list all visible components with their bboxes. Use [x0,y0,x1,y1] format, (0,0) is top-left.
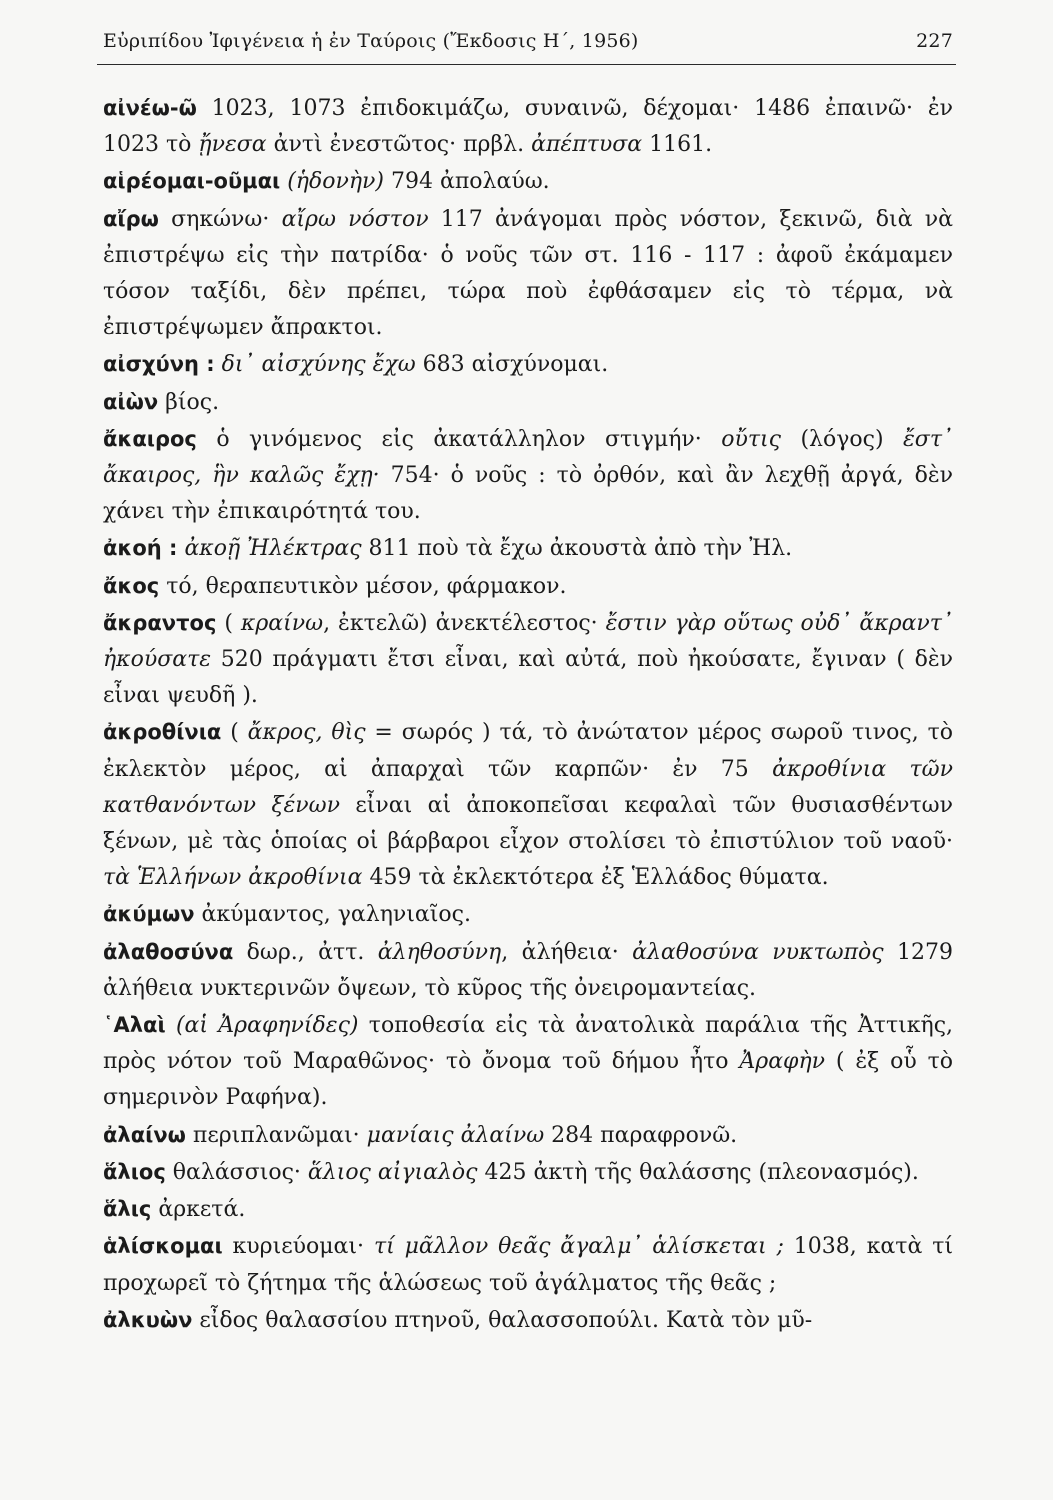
glossary-entry [103,1191,953,1228]
entry-text: ( [221,720,248,746]
entry-text: 1279 ἀλήθεια νυκτερινῶν ὄψεων, τὸ κῦρος τῆς ὀνειρομαντείας. [103,939,954,1001]
entry-lemma: αἰσχύνη : [103,352,215,377]
entry-quote-text: δι᾿ αἰσχύνης ἔχω [221,352,416,378]
page-number: 227 [916,30,953,52]
entry-lemma: ἄκος [103,573,160,598]
entry-lemma: ἄκαιρος [103,426,197,451]
entry-quote-text: ᾔνεσα [198,132,267,158]
entry-quote-text: (αἱ Ἀραφηνίδες) [175,1013,359,1039]
entry-lemma: ἀκοή : [103,536,178,561]
entry-text: 520 πράγματι ἔτσι εἶναι, καὶ αὐτά, ποὺ ἠκούσατε, ἔγιναν ( δὲν εἶναι ψευδῆ ). [103,647,953,709]
glossary-entry [103,896,953,933]
entry-text: ἀρκετά. [151,1197,246,1223]
entry-text: 1023, 1073 ἐπιδοκιμάζω, συναινῶ, δέχομαι· 1486 ἐπαινῶ· ἐν 1023 τὸ [103,96,953,158]
glossary-entry [103,1117,953,1154]
glossary-entries [103,90,953,1339]
entry-text: τό, θεραπευτικὸν μέσον, φάρμακον. [159,573,567,599]
entry-lemma: ἁλίσκομαι [103,1234,223,1259]
glossary-entry [103,1154,953,1191]
entry-lemma: ἀλκυὼν [103,1307,193,1332]
entry-lemma: αἰὼν [103,389,159,414]
glossary-entry [103,163,953,200]
entry-text: , ἐκτελῶ) ἀνεκτέλεστος· [323,610,606,636]
entry-text: 1161. [642,132,713,158]
glossary-entry [103,605,953,715]
entry-text: 794 ἀπολαύω. [383,169,550,195]
entry-text: 425 ἀκτὴ τῆς θαλάσσης (πλεονασμός). [477,1159,919,1185]
glossary-entry [103,1228,953,1301]
entry-text: ἀκύμαντος, γαληνιαῖος. [194,902,471,928]
entry-text: 683 αἰσχύνομαι. [415,352,609,378]
entry-text: = σωρός ) τά, τὸ ἀνώτατον μέρος σωροῦ τινος, τὸ ἐκλεκτὸν μέρος, αἱ ἀπαρχαὶ τῶν καρπῶν· ἐν 75 [103,720,953,782]
glossary-entry [103,421,953,531]
entry-lemma: ἅλιος [103,1159,166,1184]
entry-text: 811 ποὺ τὰ ἔχω ἀκουστὰ ἀπὸ τὴν Ἠλ. [361,536,793,562]
entry-quote-text: (ἡδονὴν) [287,169,384,195]
entry-text: (λόγος) [780,426,903,452]
entry-text: περιπλανῶμαι· [185,1122,367,1148]
glossary-entry [103,346,953,383]
entry-lemma: ἀλαίνω [103,1122,186,1147]
entry-text: 754· ὁ νοῦς : τὸ ὀρθόν, καὶ ἂν λεχθῇ ἀργά, δὲν χάνει τὴν ἐπικαιρότητά του. [103,463,953,525]
entry-quote-text: τὰ Ἑλλήνων ἀκροθίνια [103,865,363,891]
entry-quote-text: ἀκροθίνια τῶν κατθανόντων ξένων [103,756,953,818]
glossary-entry [103,90,953,163]
entry-lemma: ἄκραντος [103,610,217,635]
entry-lemma: αἱρέομαι-οῦμαι [103,169,281,194]
entry-quote-text: μανίαις ἀλαίνω [366,1122,545,1148]
entry-text: κυριεύομαι· [222,1234,374,1260]
running-header [103,30,953,52]
entry-lemma: ῾Αλαὶ [103,1013,166,1038]
entry-text: θαλάσσιος· [165,1159,308,1185]
entry-text: εἶδος θαλασσίου πτηνοῦ, θαλασσοπούλι. Κατὰ τὸν μῦ- [192,1307,813,1333]
entry-text: , ἀλήθεια· [501,939,633,965]
entry-text: ἀντὶ ἐνεστῶτος· πρβλ. [266,132,532,158]
entry-quote-text: ἀπέπτυσα [531,132,643,158]
entry-text: βίος. [158,389,220,415]
entry-quote-text: ἅλιος αἰγιαλὸς [307,1159,478,1185]
entry-text: ( [216,610,241,636]
glossary-entry [103,201,953,347]
entry-quote-text: ἀληθοσύνη [377,939,502,965]
glossary-entry [103,568,953,605]
entry-quote-text: κραίνω [240,610,324,636]
entry-quote-text: αἴρω νόστον [281,206,429,232]
entry-text: εἶναι αἱ ἀποκοπεῖσαι κεφαλαὶ τῶν θυσιασθέντων ξένων, μὲ τὰς ὁποίας οἱ βάρβαροι εἶχον στολίσει τὸ ἐπιστύλιον τοῦ ναοῦ· [103,792,953,855]
entry-text: ( ἐξ οὗ τὸ σημερινὸν Ραφήνα). [103,1049,954,1111]
entry-text: 284 παραφρονῶ. [544,1122,738,1148]
entry-quote-text: ἀλαθοσύνα νυκτωπὸς [632,939,884,965]
glossary-entry [103,530,953,567]
entry-quote-text: ἀκοῇ Ἠλέκτρας [184,536,362,562]
entry-lemma: αἴρω [103,206,159,231]
entry-lemma: ἀλαθοσύνα [103,939,234,964]
entry-text [215,352,222,377]
entry-quote-text: ἔστιν γὰρ οὕτως οὐδ᾿ ἄκραντ᾿ ἠκούσατε [103,610,953,673]
glossary-entry [103,714,953,896]
entry-lemma: ἅλις [103,1197,152,1222]
entry-quote-text: οὔτις [721,426,781,452]
glossary-entry [103,1302,953,1339]
entry-text: σηκώνω· [158,206,282,232]
header-title: Εὐριπίδου Ἰφιγένεια ἡ ἐν Ταύροις (Ἔκδοσις Η΄, 1956) [103,30,639,52]
entry-quote-text: ἔστ᾿ ἄκαιρος, ἣν καλῶς ἔχῃ· [103,426,953,489]
entry-text: δωρ., ἀττ. [233,939,378,965]
entry-text: ὁ γινόμενος εἰς ἀκατάλληλον στιγμήν· [196,426,722,452]
entry-quote-text: Ἀραφὴν [739,1049,826,1075]
entry-text: 1038, κατὰ τί προχωρεῖ τὸ ζήτημα τῆς ἁλώσεως τοῦ ἀγάλματος τῆς θεᾶς ; [103,1234,953,1296]
entry-text [166,1013,176,1038]
glossary-entry [103,1007,953,1117]
entry-lemma: ἀκύμων [103,902,195,927]
entry-lemma: αἰνέω-ῶ [103,96,197,120]
entry-text: 459 τὰ ἐκλεκτότερα ἐξ Ἑλλάδος θύματα. [362,865,829,891]
glossary-entry [103,384,953,421]
header-rule [97,64,956,65]
glossary-entry [103,934,953,1007]
entry-quote-text: ἄκρος, θὶς [247,720,366,746]
entry-quote-text: τί μᾶλλον θεᾶς ἄγαλμ᾿ ἁλίσκεται ; [373,1234,784,1260]
entry-text: 117 ἀνάγομαι πρὸς νόστον, ξεκινῶ, διὰ νὰ ἐπιστρέψω εἰς τὴν πατρίδα· ὁ νοῦς τῶν στ. 116 - 117 : ἀφοῦ ἐκάμαμεν τόσον ταξίδι, δὲν πρέπει, τώρα ποὺ ἐφθάσαμεν εἰς τὸ τέρμα, νὰ ἐπιστρέψωμεν ἄπρακτοι. [103,206,953,341]
entry-lemma: ἀκροθίνια [103,720,222,745]
entry-text: τοποθεσία εἰς τὰ ἀνατολικὰ παράλια τῆς Ἀττικῆς, πρὸς νότον τοῦ Μαραθῶνος· τὸ ὄνομα τοῦ δήμου ἦτο [103,1013,954,1075]
